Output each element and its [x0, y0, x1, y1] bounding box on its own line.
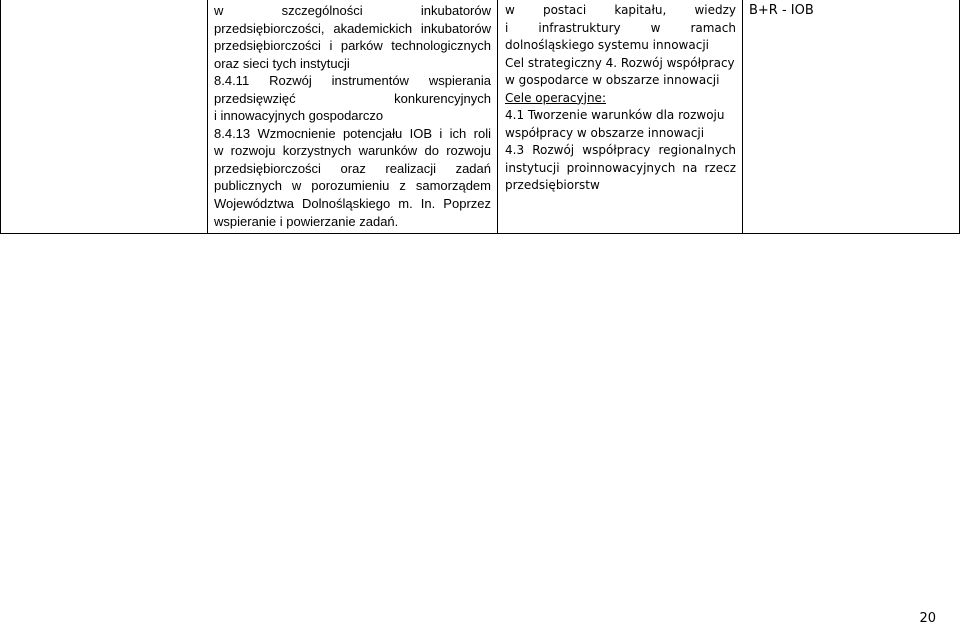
text-line: w postaci kapitału, wiedzy	[505, 3, 736, 17]
text-line: publicznych w porozumieniu z samorządem	[214, 178, 491, 194]
content-table	[0, 0, 960, 234]
text-line: wspieranie i powierzanie zadań.	[214, 213, 399, 229]
text-line: w gospodarce w obszarze innowacji	[505, 73, 720, 88]
text-line: przedsiębiorstw	[505, 178, 600, 193]
page-number: 20	[919, 611, 936, 626]
table-cell-empty	[1, 0, 207, 233]
text-line: oraz sieci tych instytucji	[214, 55, 350, 71]
text-line: przedsiębiorczości, akademickich inkubatorów	[214, 20, 491, 36]
text-line: i innowacyjnych gospodarczo	[214, 108, 384, 124]
text-line: i infrastruktury w ramach	[505, 20, 736, 35]
text-line: instytucji proinnowacyjnych na rzecz	[505, 160, 736, 175]
text-line: dolnośląskiego systemu innowacji	[505, 38, 709, 53]
text-line: przedsięwzięć konkurencyjnych	[214, 90, 491, 106]
text-line: przedsiębiorczości i parków technologicznych	[214, 38, 491, 54]
text-line: przedsiębiorczości oraz realizacji zadań	[214, 160, 491, 176]
text-line: 8.4.13 Wzmocnienie potencjału IOB i ich roli	[214, 125, 491, 141]
text-line: Cel strategiczny 4. Rozwój współpracy	[505, 55, 735, 70]
table-cell-goals	[497, 0, 742, 233]
text-line: współpracy w obszarze innowacji	[505, 125, 705, 140]
text-line: 4.1 Tworzenie warunków dla rozwoju	[505, 108, 725, 123]
text-line: 4.3 Rozwój współpracy regionalnych	[505, 143, 736, 158]
text-line: w szczególności inkubatorów	[214, 3, 491, 18]
table-cell-code	[742, 0, 959, 233]
code-label: B+R - IOB	[749, 3, 814, 18]
text-line: w rozwoju korzystnych warunków do rozwoju	[214, 143, 491, 159]
text-line: Województwa Dolnośląskiego m. In. Poprzez	[214, 196, 491, 212]
text-line: 8.4.11 Rozwój instrumentów wspierania	[214, 73, 491, 89]
table-cell-description	[207, 0, 497, 233]
text-line-underlined: Cele operacyjne:	[505, 90, 606, 105]
